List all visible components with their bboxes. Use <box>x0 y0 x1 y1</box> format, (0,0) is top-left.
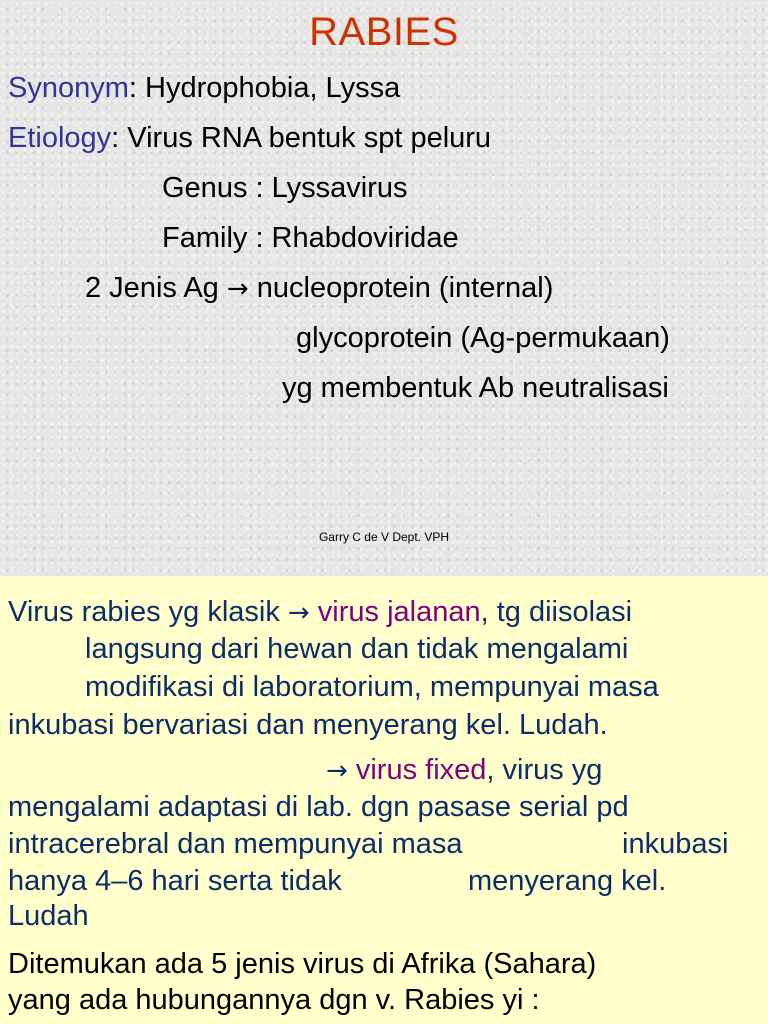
p1-line1 <box>8 596 632 629</box>
p2-line1 <box>326 754 602 787</box>
p2-line5: Ludah <box>8 900 89 932</box>
etiology-value: : Virus RNA bentuk spt peluru <box>111 122 492 154</box>
p1-line4: inkubasi bervariasi dan menyerang kel. Ludah. <box>8 709 608 741</box>
p2-line3b: inkubasi <box>622 828 729 860</box>
p3-line1: Ditemukan ada 5 jenis virus di Afrika (Sahara) <box>8 948 597 980</box>
arrow-right-icon: → <box>287 598 310 628</box>
etiology-line <box>8 122 491 155</box>
antigen-1: nucleoprotein (internal) <box>256 272 554 304</box>
genus-line: Genus : Lyssavirus <box>162 172 408 204</box>
antigen-prefix: 2 Jenis Ag <box>85 272 219 304</box>
antigen-3: yg membentuk Ab neutralisasi <box>282 372 669 404</box>
p2-line3a: intracerebral dan mempunyai masa <box>8 828 463 860</box>
antigen-line <box>85 272 553 305</box>
p3-line2: yang ada hubungannya dgn v. Rabies yi : <box>8 984 540 1016</box>
p2-line4b: menyerang kel. <box>468 865 667 897</box>
p2-line2: mengalami adaptasi di lab. dgn pasase serial pd <box>8 791 629 823</box>
synonym-value: : Hydrophobia, Lyssa <box>128 72 401 104</box>
p1-start: Virus rabies yg klasik <box>8 596 280 628</box>
arrow-right-icon: → <box>226 274 249 304</box>
p2-line4a: hanya 4–6 hari serta tidak <box>8 865 342 897</box>
p1-line2: langsung dari hewan dan tidak mengalami <box>85 633 629 665</box>
synonym-label: Synonym <box>8 72 129 104</box>
virus-fixed: virus fixed <box>355 754 487 786</box>
p1-rest: , tg diisolasi <box>480 596 633 628</box>
family-line: Family : Rhabdoviridae <box>162 222 459 254</box>
synonym-line <box>8 72 400 105</box>
p1-line3: modifikasi di laboratorium, mempunyai masa <box>85 671 659 703</box>
slide-title: RABIES <box>309 10 459 54</box>
arrow-right-icon: → <box>326 756 348 786</box>
antigen-2: glycoprotein (Ag-permukaan) <box>296 322 670 354</box>
etiology-label: Etiology <box>8 122 112 154</box>
slide-bottom <box>0 576 768 1024</box>
slide-credit: Garry C de V Dept. VPH <box>318 530 450 544</box>
virus-jalanan: virus jalanan <box>317 596 481 628</box>
p2-rest: , virus yg <box>486 754 603 786</box>
